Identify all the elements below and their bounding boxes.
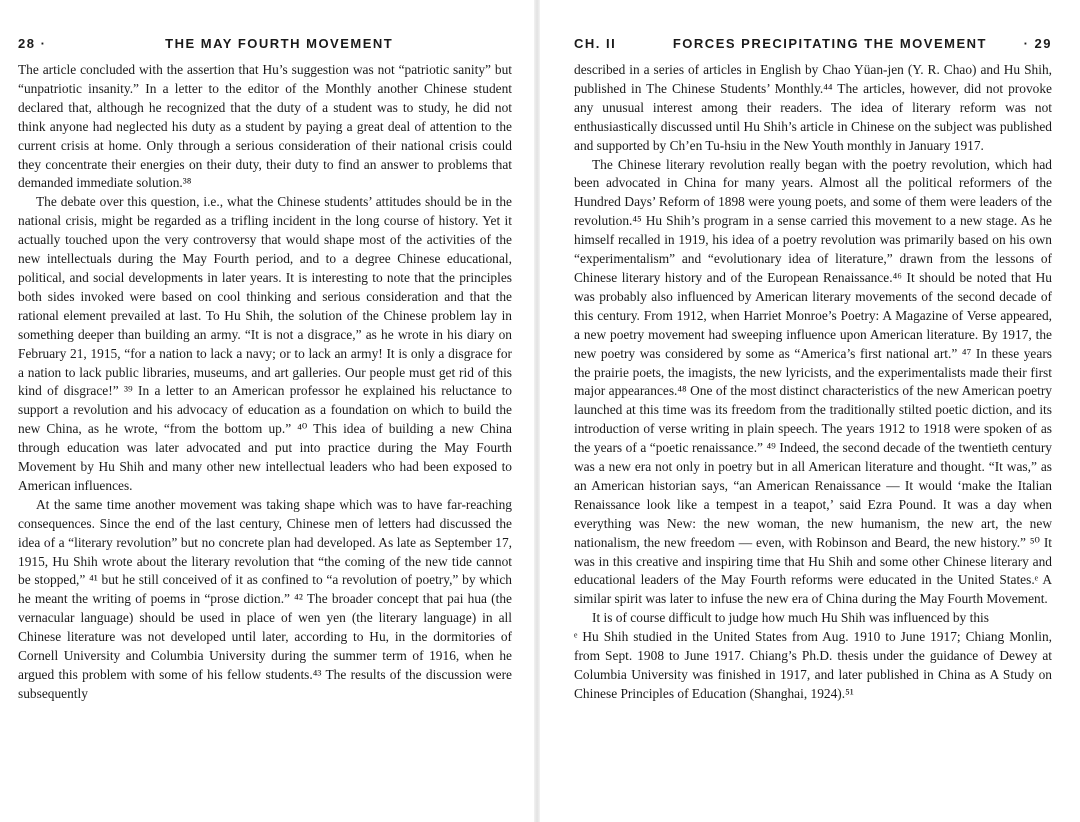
left-running-head bbox=[18, 36, 512, 51]
right-page bbox=[540, 0, 1080, 822]
left-page bbox=[0, 0, 534, 822]
left-page-body bbox=[18, 61, 512, 704]
left-paragraph-2: The debate over this question, i.e., what the Chinese students’ attitudes should be in the national crisis, might be regarded as a trifling incident in the long course of history. Yet it actually touched upon the very controversy that would shape most of the activities of the new intellectuals during the May Fourth period, and to a degree Chinese educational, political, and social developments in later years. It is interesting to note that the principles both sides invoked were based on cool thinking and serious consideration and that the rational element prevailed at last. To Hu Shih, the solution of the Chinese problem lay in something deeper than building an army. “It is not a disgrace,” as he wrote in his diary on February 21, 1915, “for a nation to lack a navy; or to lack an army! It is only a disgrace for a nation to lack public libraries, museums, and art galleries. Our people must get rid of this kind of disgrace!” ³⁹ In a letter to an American professor he explained his reluctance to support a revolution and his advocacy of education as a foundation on which to build the new China, as he wrote, “from the bottom up.” ⁴⁰ This idea of building a new China through education was later advocated and put into practice during the May Fourth Movement by Hu Shih and many other new intellectual leaders who had been exposed to American influences. bbox=[18, 194, 512, 493]
right-paragraph-2: The Chinese literary revolution really began with the poetry revolution, which had been advocated in China for many years. Almost all the political reformers of the Hundred Days’ Reform of 1898 were young poets, and some of them were leaders of the revolution.⁴⁵ Hu Shih’s program in a sense carried this movement to a new stage. As he himself recalled in 1919, his idea of a poetry revolution was primarily based on his own “experimentalism” and “evolutionary idea of literature,” drawn from the lessons of Chinese literary history and of the European Renaissance.⁴⁶ It should be noted that Hu was probably also influenced by American literary movements of the second decade of this century. From 1912, when Harriet Monroe’s Poetry: A Magazine of Verse appeared, a new poetry movement had sweeping influence upon American literature. By 1917, the new poetry was considered by some as “America’s first national art.” ⁴⁷ In these years the prairie poets, the imagists, the new lyricists, and the experimentalists made their first major appearances.⁴⁸ One of the most distinct characteristics of the new American poetry launched at this time was its freedom from the traditionally stilted poetic diction, and its introduction of verse writing in plain speech. The years 1912 to 1918 were spoken of as the years of a “poetic renaissance.” ⁴⁹ Indeed, the second decade of the twentieth century was a new era not only in poetry but in all American literature and thought. “It was,” as an American historian says, “an American Renaissance — It would ‘make the Italian Renaissance look like a tempest in a teapot,’ said Ezra Pound. It was a day when everything was New: the new woman, the new humanism, the new art, the new nationalism, the new freedom — even, with Robinson and Beard, the new history.” ⁵⁰ It was in this creative and inspiring time that Hu Shih and some other Chinese literary and educational leaders of the May Fourth reforms were educated in the United States.ᵉ A similar spirit was later to infuse the new era of China during the May Fourth Movement. bbox=[574, 156, 1052, 607]
right-page-body bbox=[574, 61, 1052, 704]
left-running-title: THE MAY FOURTH MOVEMENT bbox=[165, 36, 394, 51]
right-footnote: ᵉ Hu Shih studied in the United States from Aug. 1910 to June 1917; Chiang Monlin, from Sept. 1908 to June 1917. Chiang’s Ph.D. thesis under the guidance of Dewey at Columbia University was finished in 1917, and later published in China as A Study on Chinese Principles of Education (Shanghai, 1924).⁵¹ bbox=[574, 629, 1052, 701]
right-paragraph-3: It is of course difficult to judge how much Hu Shih was influenced by this bbox=[592, 610, 989, 626]
left-page-number: 28 · bbox=[18, 36, 47, 51]
right-page-number: · 29 bbox=[1023, 36, 1052, 51]
left-paragraph-1: The article concluded with the assertion that Hu’s suggestion was not “patriotic sanity” but “unpatriotic insanity.” In a letter to the editor of the Monthly another Chinese student declared that, although he recognized that the duty of a student was to study, he did not think anyone had neglected his duty as a student by paying a great deal of attention to the current crisis at home. Only through a serious consideration of their national crisis could they concentrate their energies on their duty, their duty to find an answer to problems that demanded immediate solution.³⁸ bbox=[18, 62, 512, 191]
left-paragraph-3: At the same time another movement was taking shape which was to have far-reaching consequences. Since the end of the last century, Chinese men of letters had discussed the idea of a “literary revolution” but no concrete plan had developed. As late as September 17, 1915, Hu Shih wrote about the literary revolution that “the coming of the new tide cannot be stopped,” ⁴¹ but he still conceived of it as confined to “a revolution of poetry,” by which he meant the writing of poems in “prose diction.” ⁴² The broader concept that pai hua (the vernacular language) should be used in place of wen yen (the literary language) in all Chinese literature was not developed until later, according to Hu, in the dormitories of Cornell University and Columbia University during the summer term of 1916, when he argued this problem with some of his fellow students.⁴³ The results of the discussion were subsequently bbox=[18, 496, 512, 701]
right-running-title: FORCES PRECIPITATING THE MOVEMENT bbox=[672, 36, 987, 51]
right-running-head bbox=[574, 36, 1052, 51]
right-paragraph-1: described in a series of articles in English by Chao Yüan-jen (Y. R. Chao) and Hu Shih, published in The Chinese Students’ Monthly.⁴⁴ The articles, however, did not provoke any unusual interest among their readers. The idea of literary reform was not enthusiastically discussed until Hu Shih’s article in Chinese on the subject was published and supported by Ch’en Tu-hsiu in the New Youth monthly in January 1917. bbox=[574, 62, 1052, 153]
right-chapter-label: CH. II bbox=[574, 36, 617, 51]
